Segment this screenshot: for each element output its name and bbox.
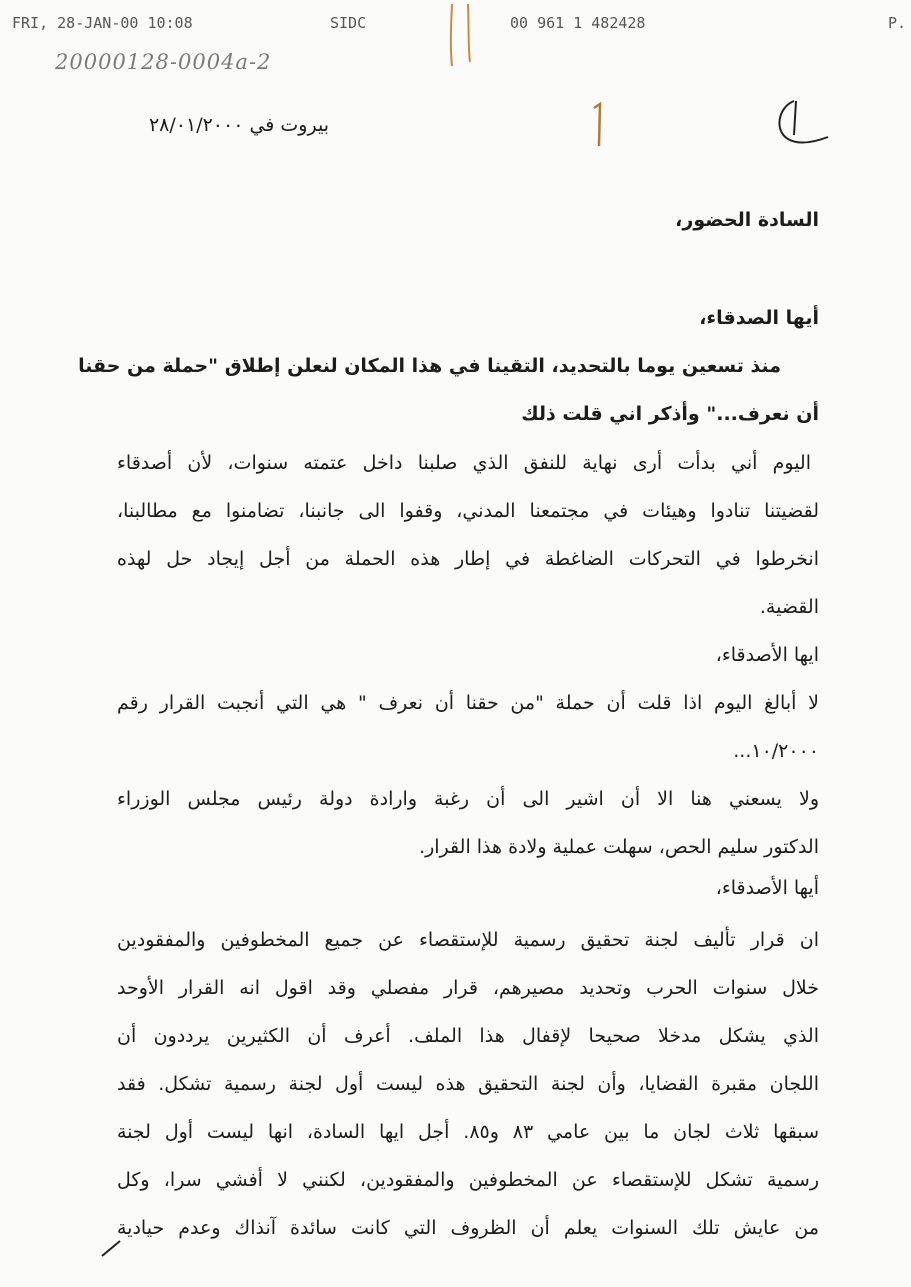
- handwritten-mark: [772, 95, 832, 145]
- place-date: بيروت في ٢٨/٠١/٢٠٠٠: [148, 114, 329, 136]
- paragraph-line: ولا يسعني هنا الا أن اشير الى أن رغبة وارادة دولة رئيس مجلس الوزراء: [117, 788, 819, 810]
- handwritten-mark: [590, 100, 610, 150]
- fax-page: P.: [888, 14, 907, 32]
- paragraph-line: ان قرار تأليف لجنة تحقيق رسمية للإستقصاء عن جميع المخطوفين والمفقودين: [117, 929, 819, 951]
- paragraph-line: القضية.: [759, 596, 819, 618]
- paragraph-line: لقضيتنا تنادوا وهيئات في مجتمعنا المدني، وقفوا الى جانبنا، تضامنوا مع مطالبنا،: [117, 500, 819, 522]
- paragraph-line: من عايش تلك السنوات يعلم أن الظروف التي كانت سائدة آنذاك وعدم حيادية: [117, 1217, 819, 1239]
- fax-date: FRI, 28-JAN-00 10:08: [12, 14, 193, 32]
- fax-sender: SIDC: [330, 14, 367, 32]
- paragraph-line: اللجان مقبرة القضايا، وأن لجنة التحقيق هذه ليست أول لجنة رسمية تشكل. فقد: [117, 1073, 819, 1095]
- paragraph-line: سبقها ثلاث لجان ما بين عامي ٨٣ و٨٥. أجل ايها السادة، انها ليست أول لجنة: [117, 1121, 819, 1143]
- paragraph-line: رسمية تشكل للإستقصاء عن المخطوفين والمفقودين، لكنني لا أفشي سرا، وكل: [117, 1169, 819, 1191]
- paragraph-line: خلال سنوات الحرب وتحديد مصيرهم، قرار مفصلي وقد اقول انه القرار الأوحد: [117, 977, 819, 999]
- paragraph-line: اليوم أني بدأت أرى نهاية للنفق الذي صلبنا داخل عتمته سنوات، لأن أصدقاء: [117, 452, 811, 474]
- fax-phone: 00 961 1 482428: [510, 14, 646, 32]
- paragraph-line: الذي يشكل مدخلا صحيحا لإقفال هذا الملف. أعرف أن الكثيرين يرددون أن: [117, 1025, 819, 1047]
- paragraph-line: أن نعرف..." وأذكر اني قلت ذلك: [521, 403, 819, 425]
- salutation: أيها الأصدقاء،: [715, 877, 819, 899]
- paragraph-line: منذ تسعين يوما بالتحديد، التقينا في هذا المكان لنعلن إطلاق "حملة من حقنا: [78, 355, 781, 377]
- salutation: أيها الصدقاء،: [699, 307, 819, 329]
- paragraph-line: الدكتور سليم الحص، سهلت عملية ولادة هذا القرار.: [419, 836, 819, 858]
- document-reference: 20000128-0004a-2: [55, 50, 272, 74]
- salutation: ايها الأصدقاء،: [715, 644, 819, 666]
- paragraph-line: ١٠/٢٠٠٠...: [733, 740, 819, 762]
- salutation: السادة الحضور،: [675, 209, 819, 231]
- paragraph-line: لا أبالغ اليوم اذا قلت أن حملة "من حقنا أن نعرف " هي التي أنجبت القرار رقم: [117, 692, 819, 714]
- paragraph-line: انخرطوا في التحركات الضاغطة في إطار هذه الحملة من أجل إيجاد حل لهذه: [117, 548, 819, 570]
- handwritten-mark: [446, 2, 476, 72]
